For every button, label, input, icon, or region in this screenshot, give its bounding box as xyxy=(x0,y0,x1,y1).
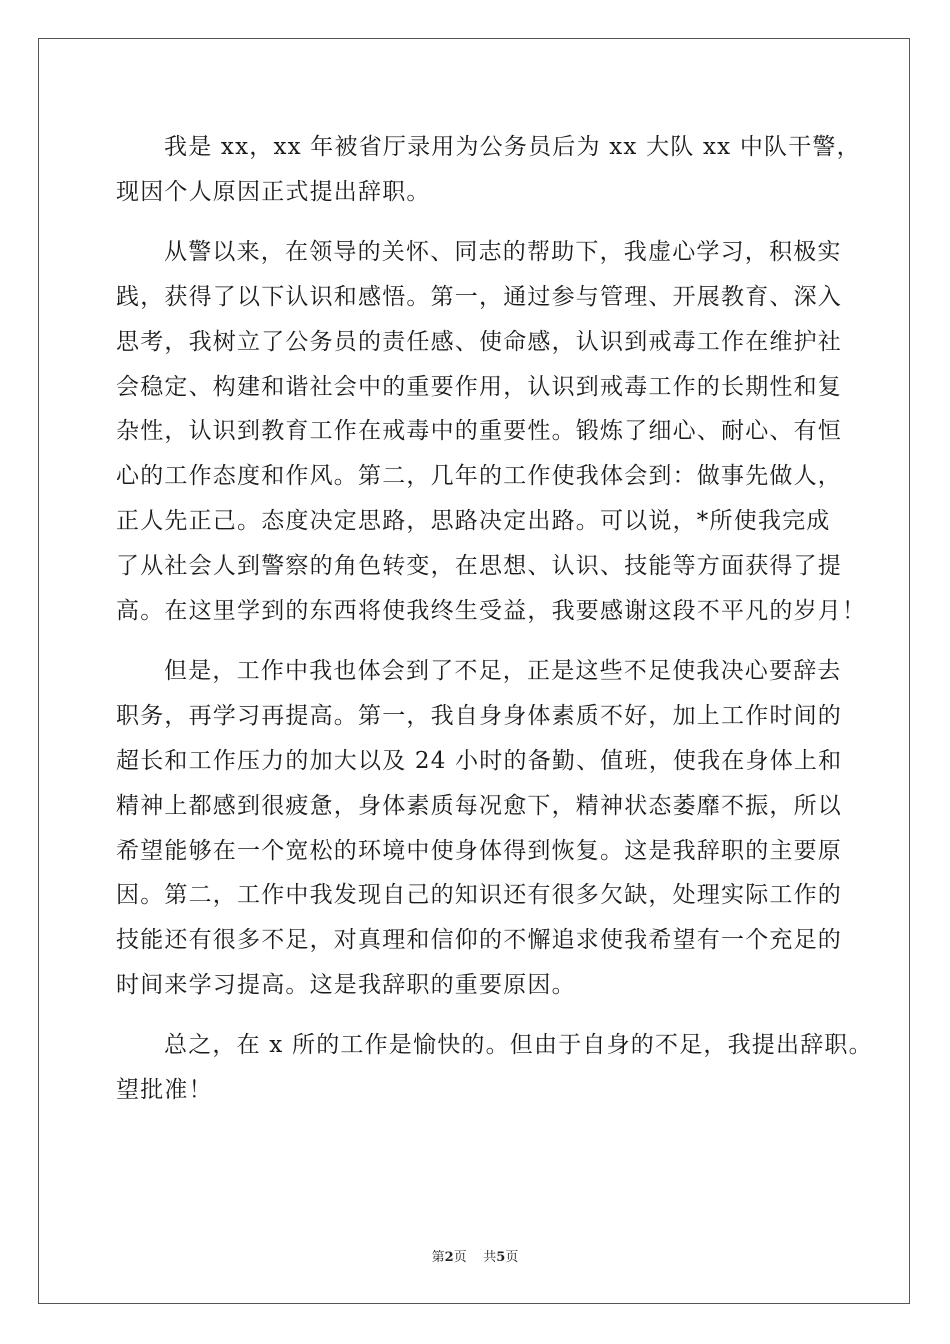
text-line: 了从社会人到警察的角色转变，在思想、认识、技能等方面获得了提 xyxy=(116,553,842,580)
text-line: 职务，再学习再提高。第一，我自身身体素质不好，加上工作时间的 xyxy=(116,702,842,729)
page-number: 2 xyxy=(444,1250,454,1265)
text-line: 但是，工作中我也体会到了不足，正是这些不足使我决心要辞去 xyxy=(164,657,842,684)
text-line: 技能还有很多不足，对真理和信仰的不懈追求使我希望有一个充足的 xyxy=(116,927,842,954)
text-line: 思考，我树立了公务员的责任感、使命感，认识到戒毒工作在维护社 xyxy=(116,328,842,355)
total-label-suffix: 页 xyxy=(505,1250,519,1265)
page-footer xyxy=(0,1249,950,1267)
text-line: 践，获得了以下认识和感悟。第一，通过参与管理、开展教育、深入 xyxy=(116,283,842,310)
text-line: 心的工作态度和作风。第二，几年的工作使我体会到：做事先做人， xyxy=(116,463,842,490)
total-label-prefix: 共 xyxy=(483,1250,497,1265)
text-line: 因。第二，工作中我发现自己的知识还有很多欠缺，处理实际工作的 xyxy=(116,882,842,909)
text-line: 杂性，认识到教育工作在戒毒中的重要性。锻炼了细心、耐心、有恒 xyxy=(116,418,842,445)
text-line: 现因个人原因正式提出辞职。 xyxy=(116,178,431,205)
text-line: 我是 xx，xx 年被省厅录用为公务员后为 xx 大队 xx 中队干警， xyxy=(164,134,861,160)
text-line: 总之，在 x 所的工作是愉快的。但由于自身的不足，我提出辞职。 xyxy=(164,1032,873,1059)
text-line: 正人先正己。态度决定思路，思路决定出路。可以说，*所使我完成 xyxy=(116,508,831,535)
text-line: 希望能够在一个宽松的环境中使身体得到恢复。这是我辞职的主要原 xyxy=(116,837,842,864)
text-line: 精神上都感到很疲惫，身体素质每况愈下，精神状态萎靡不振，所以 xyxy=(116,792,842,819)
text-line: 时间来学习提高。这是我辞职的重要原因。 xyxy=(116,972,576,999)
page-label-prefix: 第 xyxy=(431,1250,445,1265)
text-line: 从警以来，在领导的关怀、同志的帮助下，我虚心学习，积极实 xyxy=(164,238,842,265)
text-line: 超长和工作压力的加大以及 24 小时的备勤、值班，使我在身体上和 xyxy=(116,747,843,774)
text-line: 高。在这里学到的东西将使我终生受益，我要感谢这段不平凡的岁月！ xyxy=(116,598,867,624)
page-label-suffix: 页 xyxy=(453,1250,467,1265)
text-line: 会稳定、构建和谐社会中的重要作用，认识到戒毒工作的长期性和复 xyxy=(116,373,842,400)
text-line: 望批准！ xyxy=(116,1077,213,1103)
total-pages: 5 xyxy=(496,1250,506,1265)
